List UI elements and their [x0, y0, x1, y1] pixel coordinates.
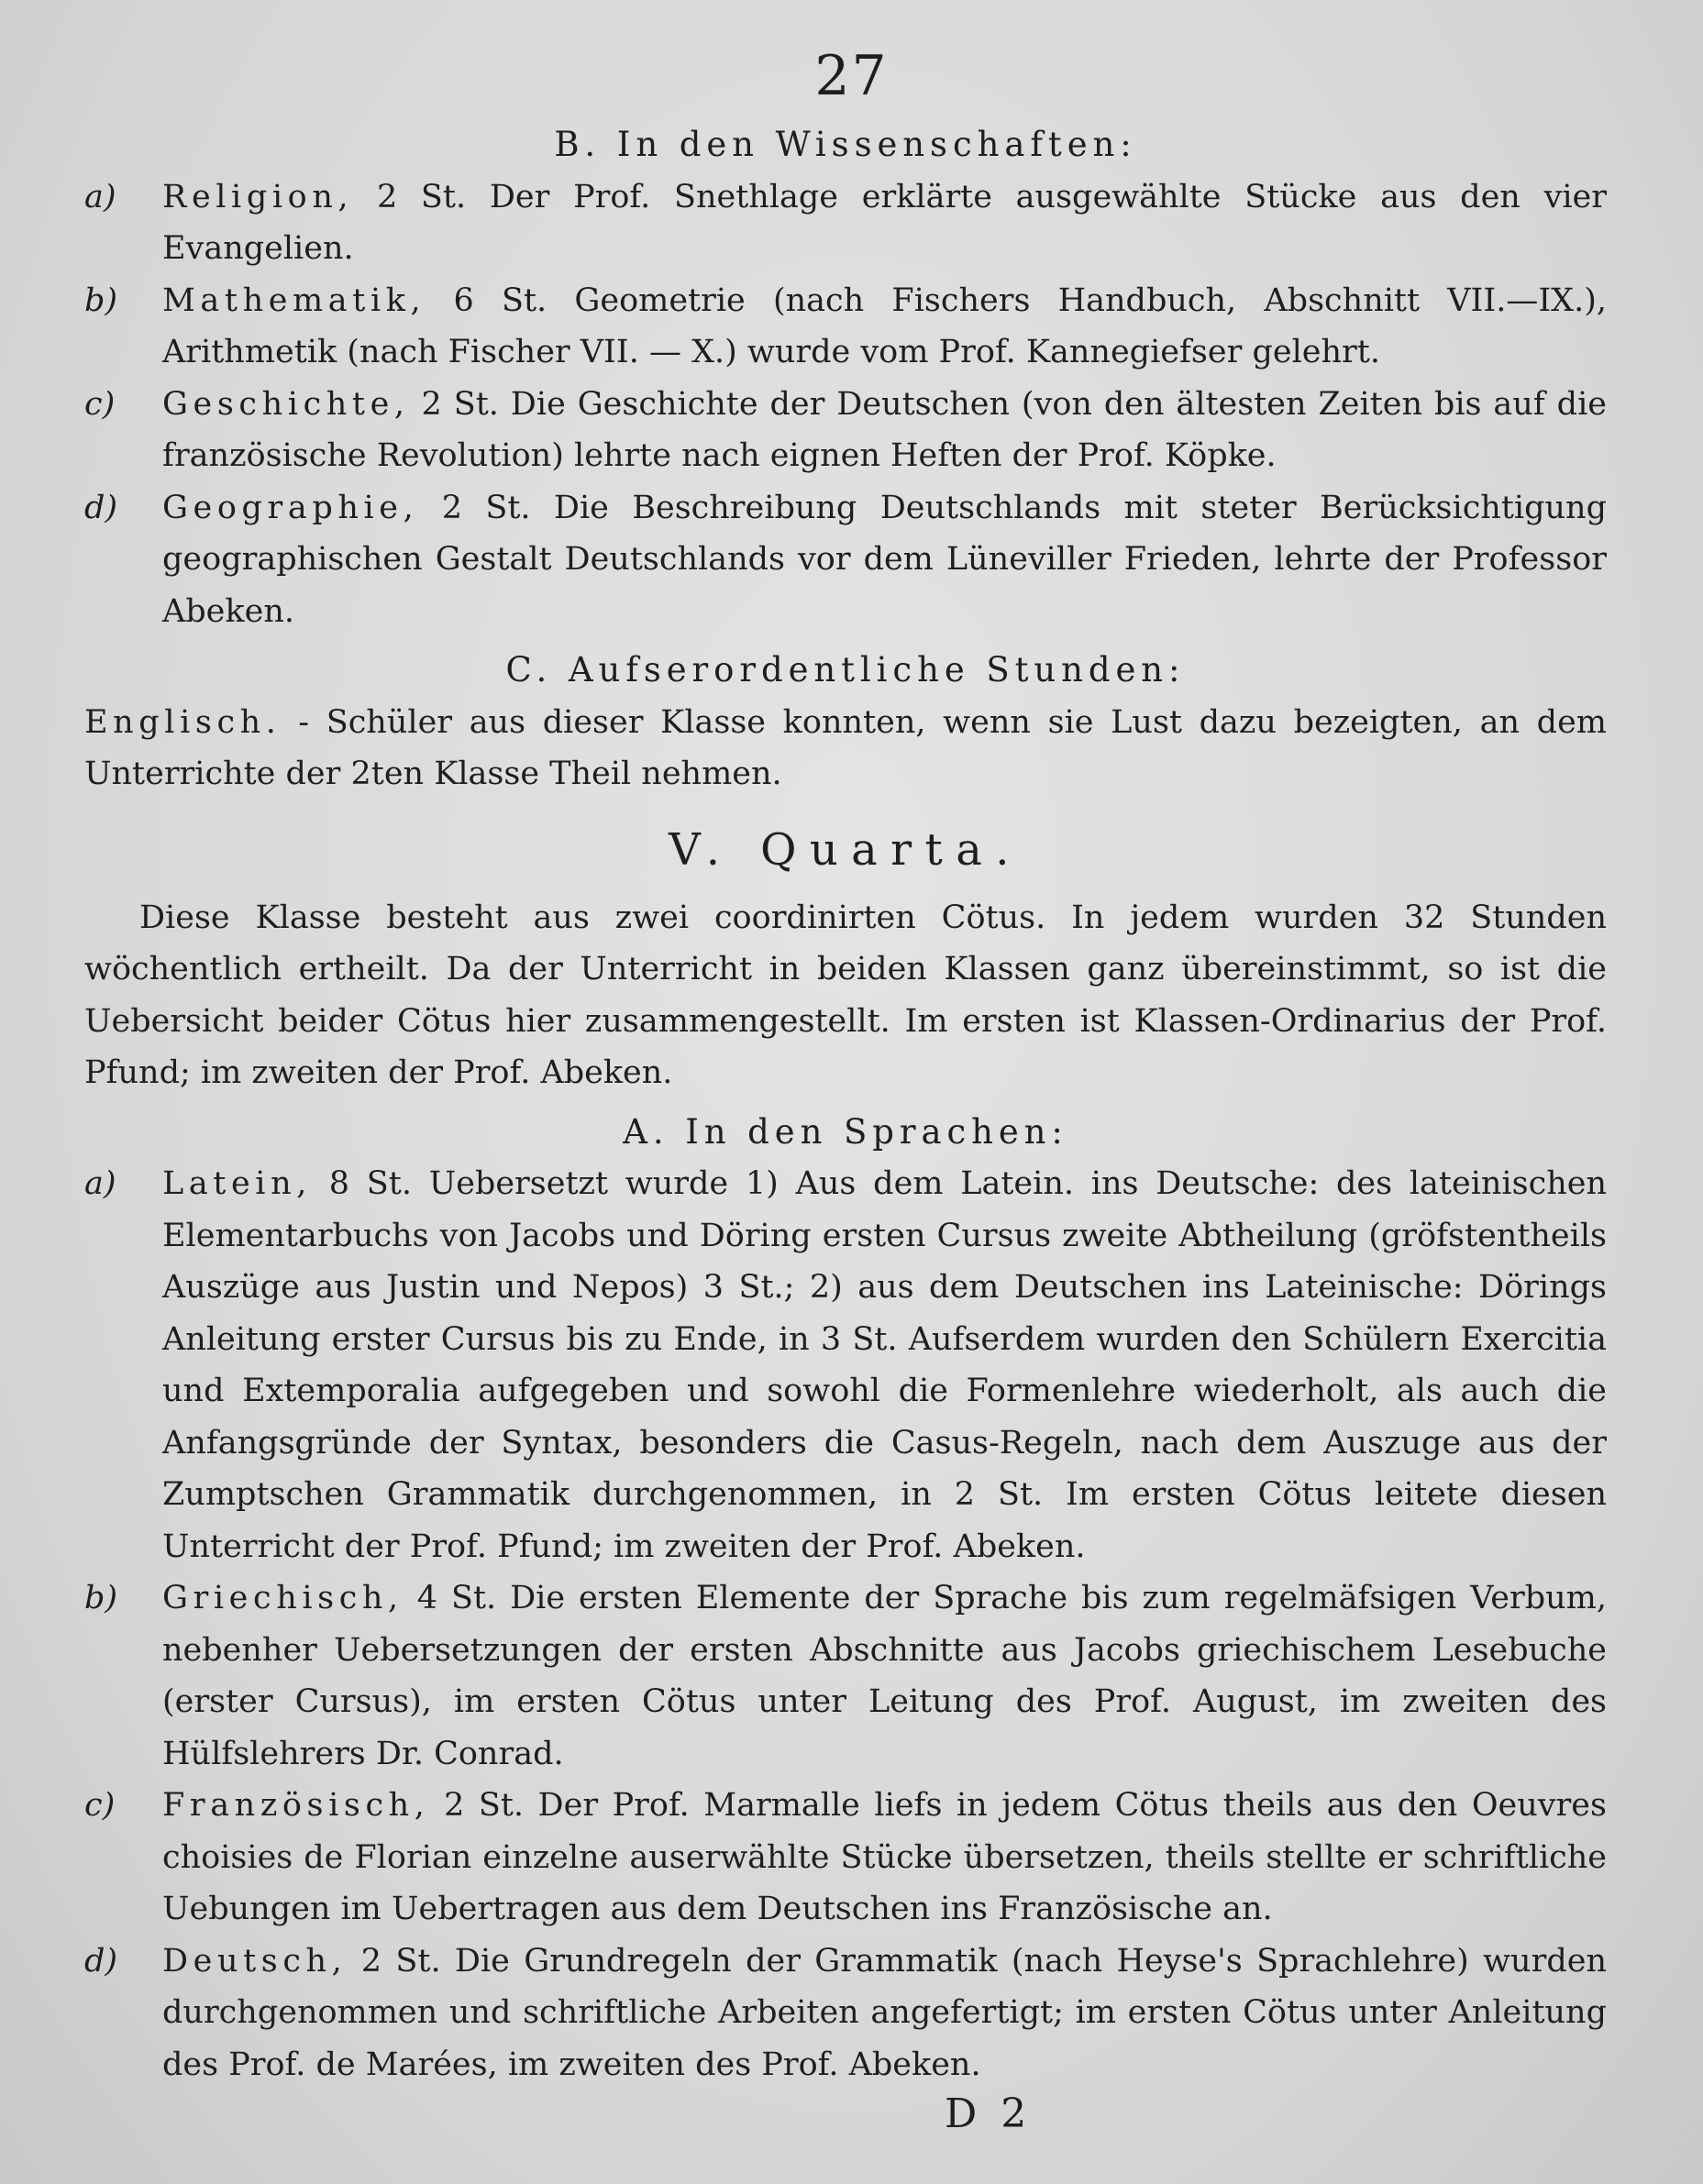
item-subject: Mathematik, [162, 281, 426, 319]
item-text: 2 St. Der Prof. Marmalle liefs in jedem Cötus theils aus den Oeuvres choisies de Florian einzelne auserwählte Stücke übersetzen, theils stellte er schriftliche Uebungen im Uebertragen aus dem Deutschen ins Französische an. [162, 1787, 1607, 1927]
item-text: 2 St. Die Geschichte der Deutschen (von den ältesten Zeiten bis auf die französische Revolution) lehrte nach eignen Heften der Prof. Köpke. [162, 385, 1607, 474]
item-marker: a) [84, 1165, 116, 1202]
item-text: 2 St. Die Grundregeln der Grammatik (nach Heyse's Sprachlehre) wurden durchgenommen und schriftliche Arbeiten angefertigt; im ersten Cötus unter Anleitung des Prof. de Marées, im zweiten des Prof. Abeken. [162, 1942, 1607, 2083]
item-text: 2 St. Die Beschreibung Deutschlands mit steter Berücksichtigung geographischen Gestalt Deutschlands vor dem Lüneviller Frieden, lehrte der Professor Abeken. [162, 489, 1607, 630]
list-item [84, 1780, 1607, 1936]
item-subject: Religion, [162, 178, 354, 215]
list-item [84, 1572, 1607, 1780]
item-marker: d) [84, 489, 118, 526]
intro-paragraph: Diese Klasse besteht aus zwei coordinirten Cötus. In jedem wurden 32 Stunden wöchentlich ertheilt. Da der Unterricht in beiden Klassen ganz übereinstimmt, so ist die Uebersicht beider Cötus hier zusammengestellt. Im ersten ist Klassen-Ordinarius der Prof. Pfund; im zweiten der Prof. Abeken. [84, 899, 1607, 1091]
list-item [84, 482, 1607, 638]
page-body [84, 119, 1607, 2090]
list-item [84, 1936, 1607, 2091]
item-marker: a) [84, 178, 116, 215]
item-subject: Französisch, [162, 1787, 430, 1824]
item-marker: b) [84, 1580, 118, 1616]
section-title: V. Quarta. [669, 823, 1023, 876]
list-item [84, 171, 1607, 275]
item-subject: Latein, [162, 1165, 312, 1202]
item-marker: c) [84, 1787, 116, 1824]
item-marker: b) [84, 281, 118, 319]
heading-ausserordentliche: C. Aufserordentliche Stunden: [505, 650, 1186, 689]
item-text: 2 St. Der Prof. Snethlage erklärte ausgewählte Stücke aus den vier Evangelien. [162, 178, 1607, 267]
heading-sprachen: A. In den Sprachen: [623, 1111, 1068, 1152]
englisch-subject: Englisch. [84, 703, 282, 741]
heading-wissenschaften: B. In den Wissenschaften: [554, 125, 1137, 164]
englisch-paragraph [84, 697, 1607, 800]
list-item [84, 1158, 1607, 1572]
list-item [84, 379, 1607, 482]
page-number: 27 [814, 44, 889, 108]
item-subject: Griechisch, [162, 1580, 404, 1616]
list-item [84, 275, 1607, 379]
item-subject: Geschichte, [162, 385, 410, 423]
item-subject: Geographie, [162, 489, 419, 526]
item-text: 6 St. Geometrie (nach Fischers Handbuch, Abschnitt VII.—IX.), Arithmetik (nach Fischer VII. — X.) wurde vom Prof. Kannegiefser gelehrt. [162, 281, 1607, 370]
englisch-text: - Schüler aus dieser Klasse konnten, wenn sie Lust dazu bezeigten, an dem Unterrichte der 2ten Klasse Theil nehmen. [84, 703, 1607, 792]
item-marker: c) [84, 385, 116, 423]
item-text: 8 St. Uebersetzt wurde 1) Aus dem Latein. ins Deutsche: des lateinischen Elementarbuchs von Jacobs und Döring ersten Cursus zweite Abtheilung (gröfstentheils Auszüge aus Justin und Nepos) 3 St.; 2) aus dem Deutschen ins Lateinische: Dörings Anleitung erster Cursus bis zu Ende, in 3 St. Aufserdem wurden den Schülern Exercitia und Extemporalia aufgegeben und sowohl die Formenlehre wiederholt, als auch die Anfangsgründe der Syntax, besonders die Casus-Regeln, nach dem Auszuge aus der Zumptschen Grammatik durchgenommen, in 2 St. Im ersten Cötus leitete diesen Unterricht der Prof. Pfund; im zweiten der Prof. Abeken. [162, 1165, 1607, 1565]
item-text: 4 St. Die ersten Elemente der Sprache bis zum regelmäfsigen Verbum, nebenher Uebersetzungen der ersten Abschnitte aus Jacobs griechischem Lesebuche (erster Cursus), im ersten Cötus unter Leitung des Prof. August, im zweiten des Hülfslehrers Dr. Conrad. [162, 1580, 1607, 1772]
signature-mark: D 2 [945, 2090, 1033, 2137]
item-subject: Deutsch, [162, 1942, 348, 1980]
item-marker: d) [84, 1942, 118, 1980]
